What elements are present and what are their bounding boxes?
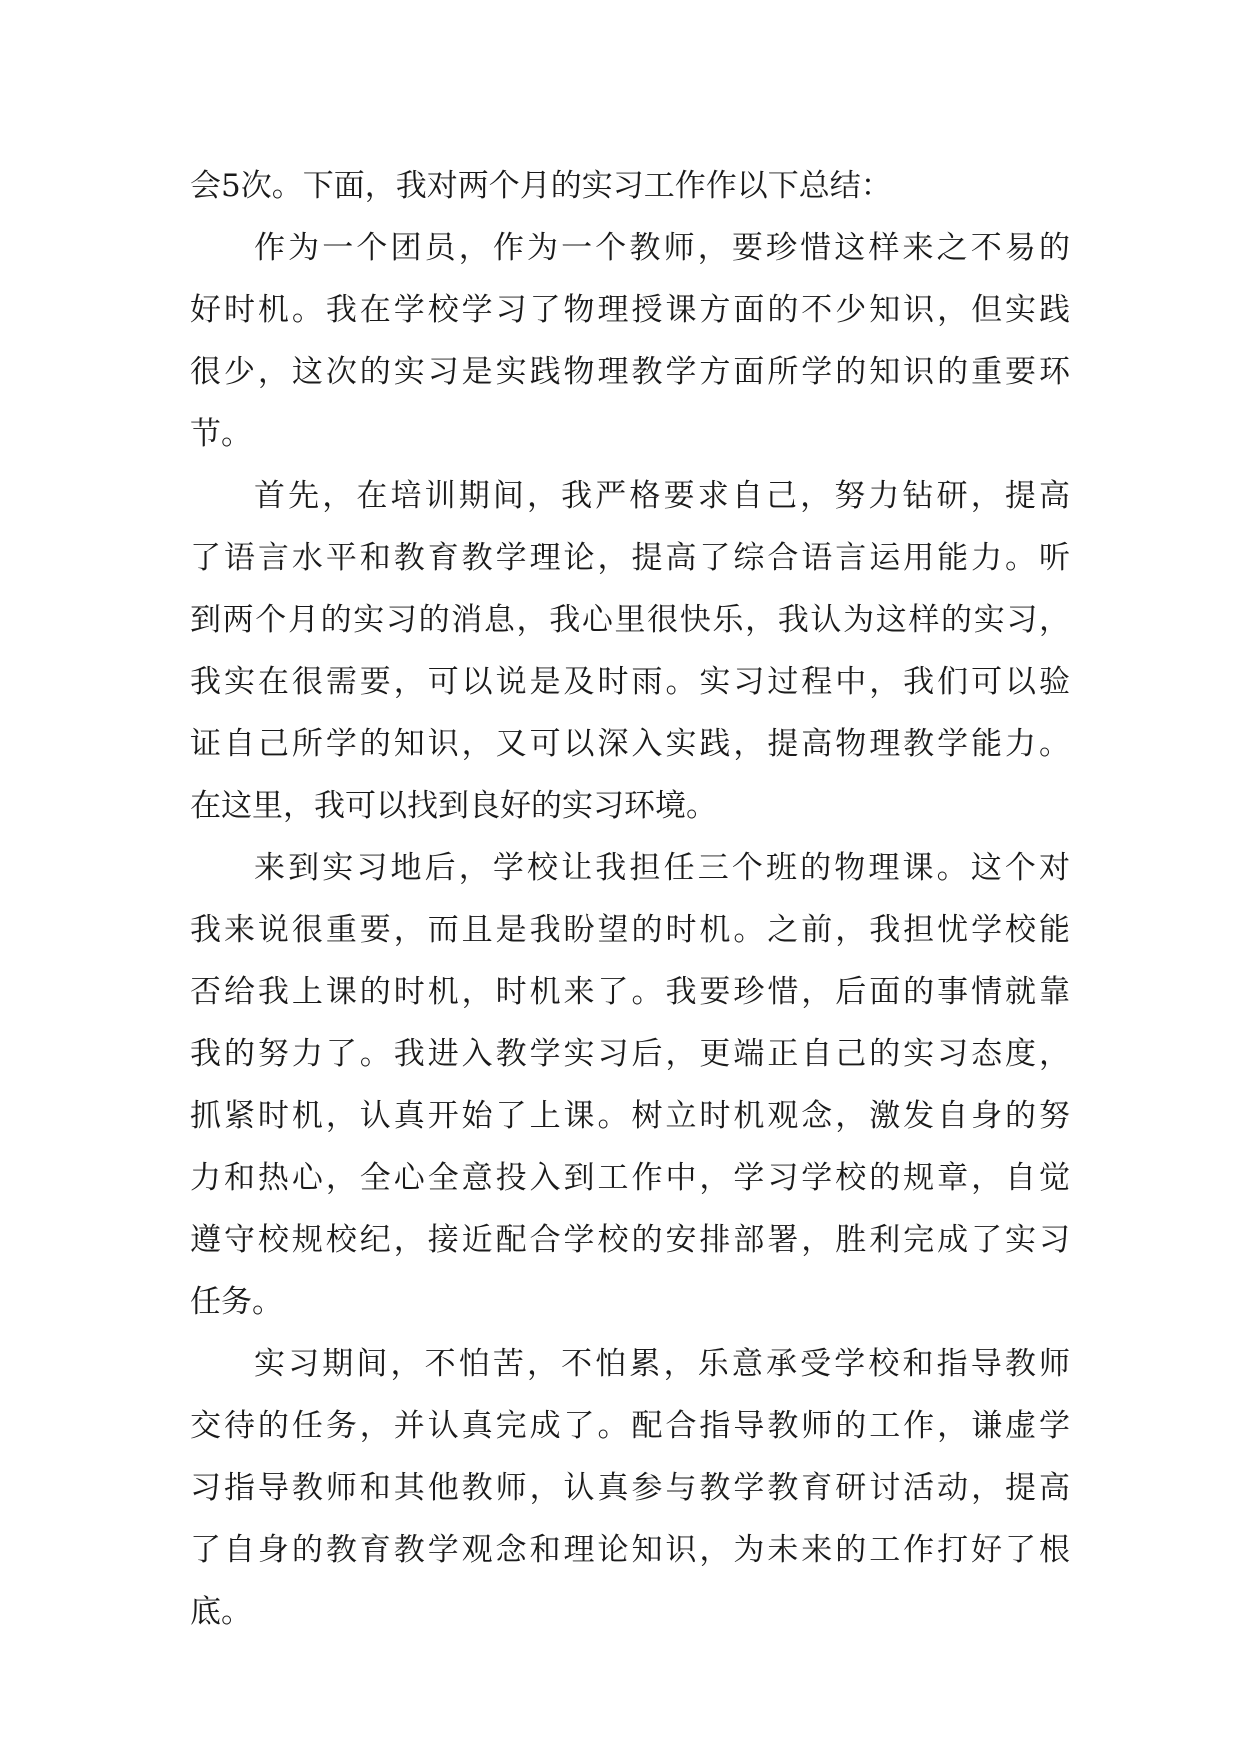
text-line: 我来说很重要，而且是我盼望的时机。之前，我担忧学校能 xyxy=(190,912,1070,948)
paragraph-first-line: 实习期间，不怕苦，不怕累，乐意承受学校和指导教师 xyxy=(254,1346,1070,1382)
text-line: 遵守校规校纪，接近配合学校的安排部署，胜利完成了实习 xyxy=(190,1222,1070,1258)
paragraph-first-line: 作为一个团员，作为一个教师，要珍惜这样来之不易的 xyxy=(254,230,1070,266)
text-line: 好时机。我在学校学习了物理授课方面的不少知识，但实践 xyxy=(190,292,1070,328)
paragraph-first-line: 来到实习地后，学校让我担任三个班的物理课。这个对 xyxy=(254,850,1070,886)
paragraph-first-line: 首先，在培训期间，我严格要求自己，努力钻研，提高 xyxy=(254,478,1070,514)
text-line: 了自身的教育教学观念和理论知识，为未来的工作打好了根 xyxy=(190,1532,1070,1568)
text-line: 很少，这次的实习是实践物理教学方面所学的知识的重要环 xyxy=(190,354,1070,390)
text-line: 会5次。下面，我对两个月的实习工作作以下总结： xyxy=(190,168,892,204)
text-line: 到两个月的实习的消息，我心里很快乐，我认为这样的实习， xyxy=(190,602,1070,638)
text-line: 我的努力了。我进入教学实习后，更端正自己的实习态度， xyxy=(190,1036,1070,1072)
text-line: 了语言水平和教育教学理论，提高了综合语言运用能力。听 xyxy=(190,540,1070,576)
text-line: 任务。 xyxy=(190,1284,283,1320)
text-line: 抓紧时机，认真开始了上课。树立时机观念，激发自身的努 xyxy=(190,1098,1070,1134)
text-line: 证自己所学的知识，又可以深入实践，提高物理教学能力。 xyxy=(190,726,1070,762)
text-line: 否给我上课的时机，时机来了。我要珍惜，后面的事情就靠 xyxy=(190,974,1070,1010)
text-line: 交待的任务，并认真完成了。配合指导教师的工作，谦虚学 xyxy=(190,1408,1070,1444)
document-body xyxy=(190,155,1070,1643)
text-line: 在这里，我可以找到良好的实习环境。 xyxy=(190,788,717,824)
text-line: 力和热心，全心全意投入到工作中，学习学校的规章，自觉 xyxy=(190,1160,1070,1196)
text-line: 底。 xyxy=(190,1594,252,1630)
text-line: 节。 xyxy=(190,416,252,452)
text-line: 我实在很需要，可以说是及时雨。实习过程中，我们可以验 xyxy=(190,664,1070,700)
text-line: 习指导教师和其他教师，认真参与教学教育研讨活动，提高 xyxy=(190,1470,1070,1506)
